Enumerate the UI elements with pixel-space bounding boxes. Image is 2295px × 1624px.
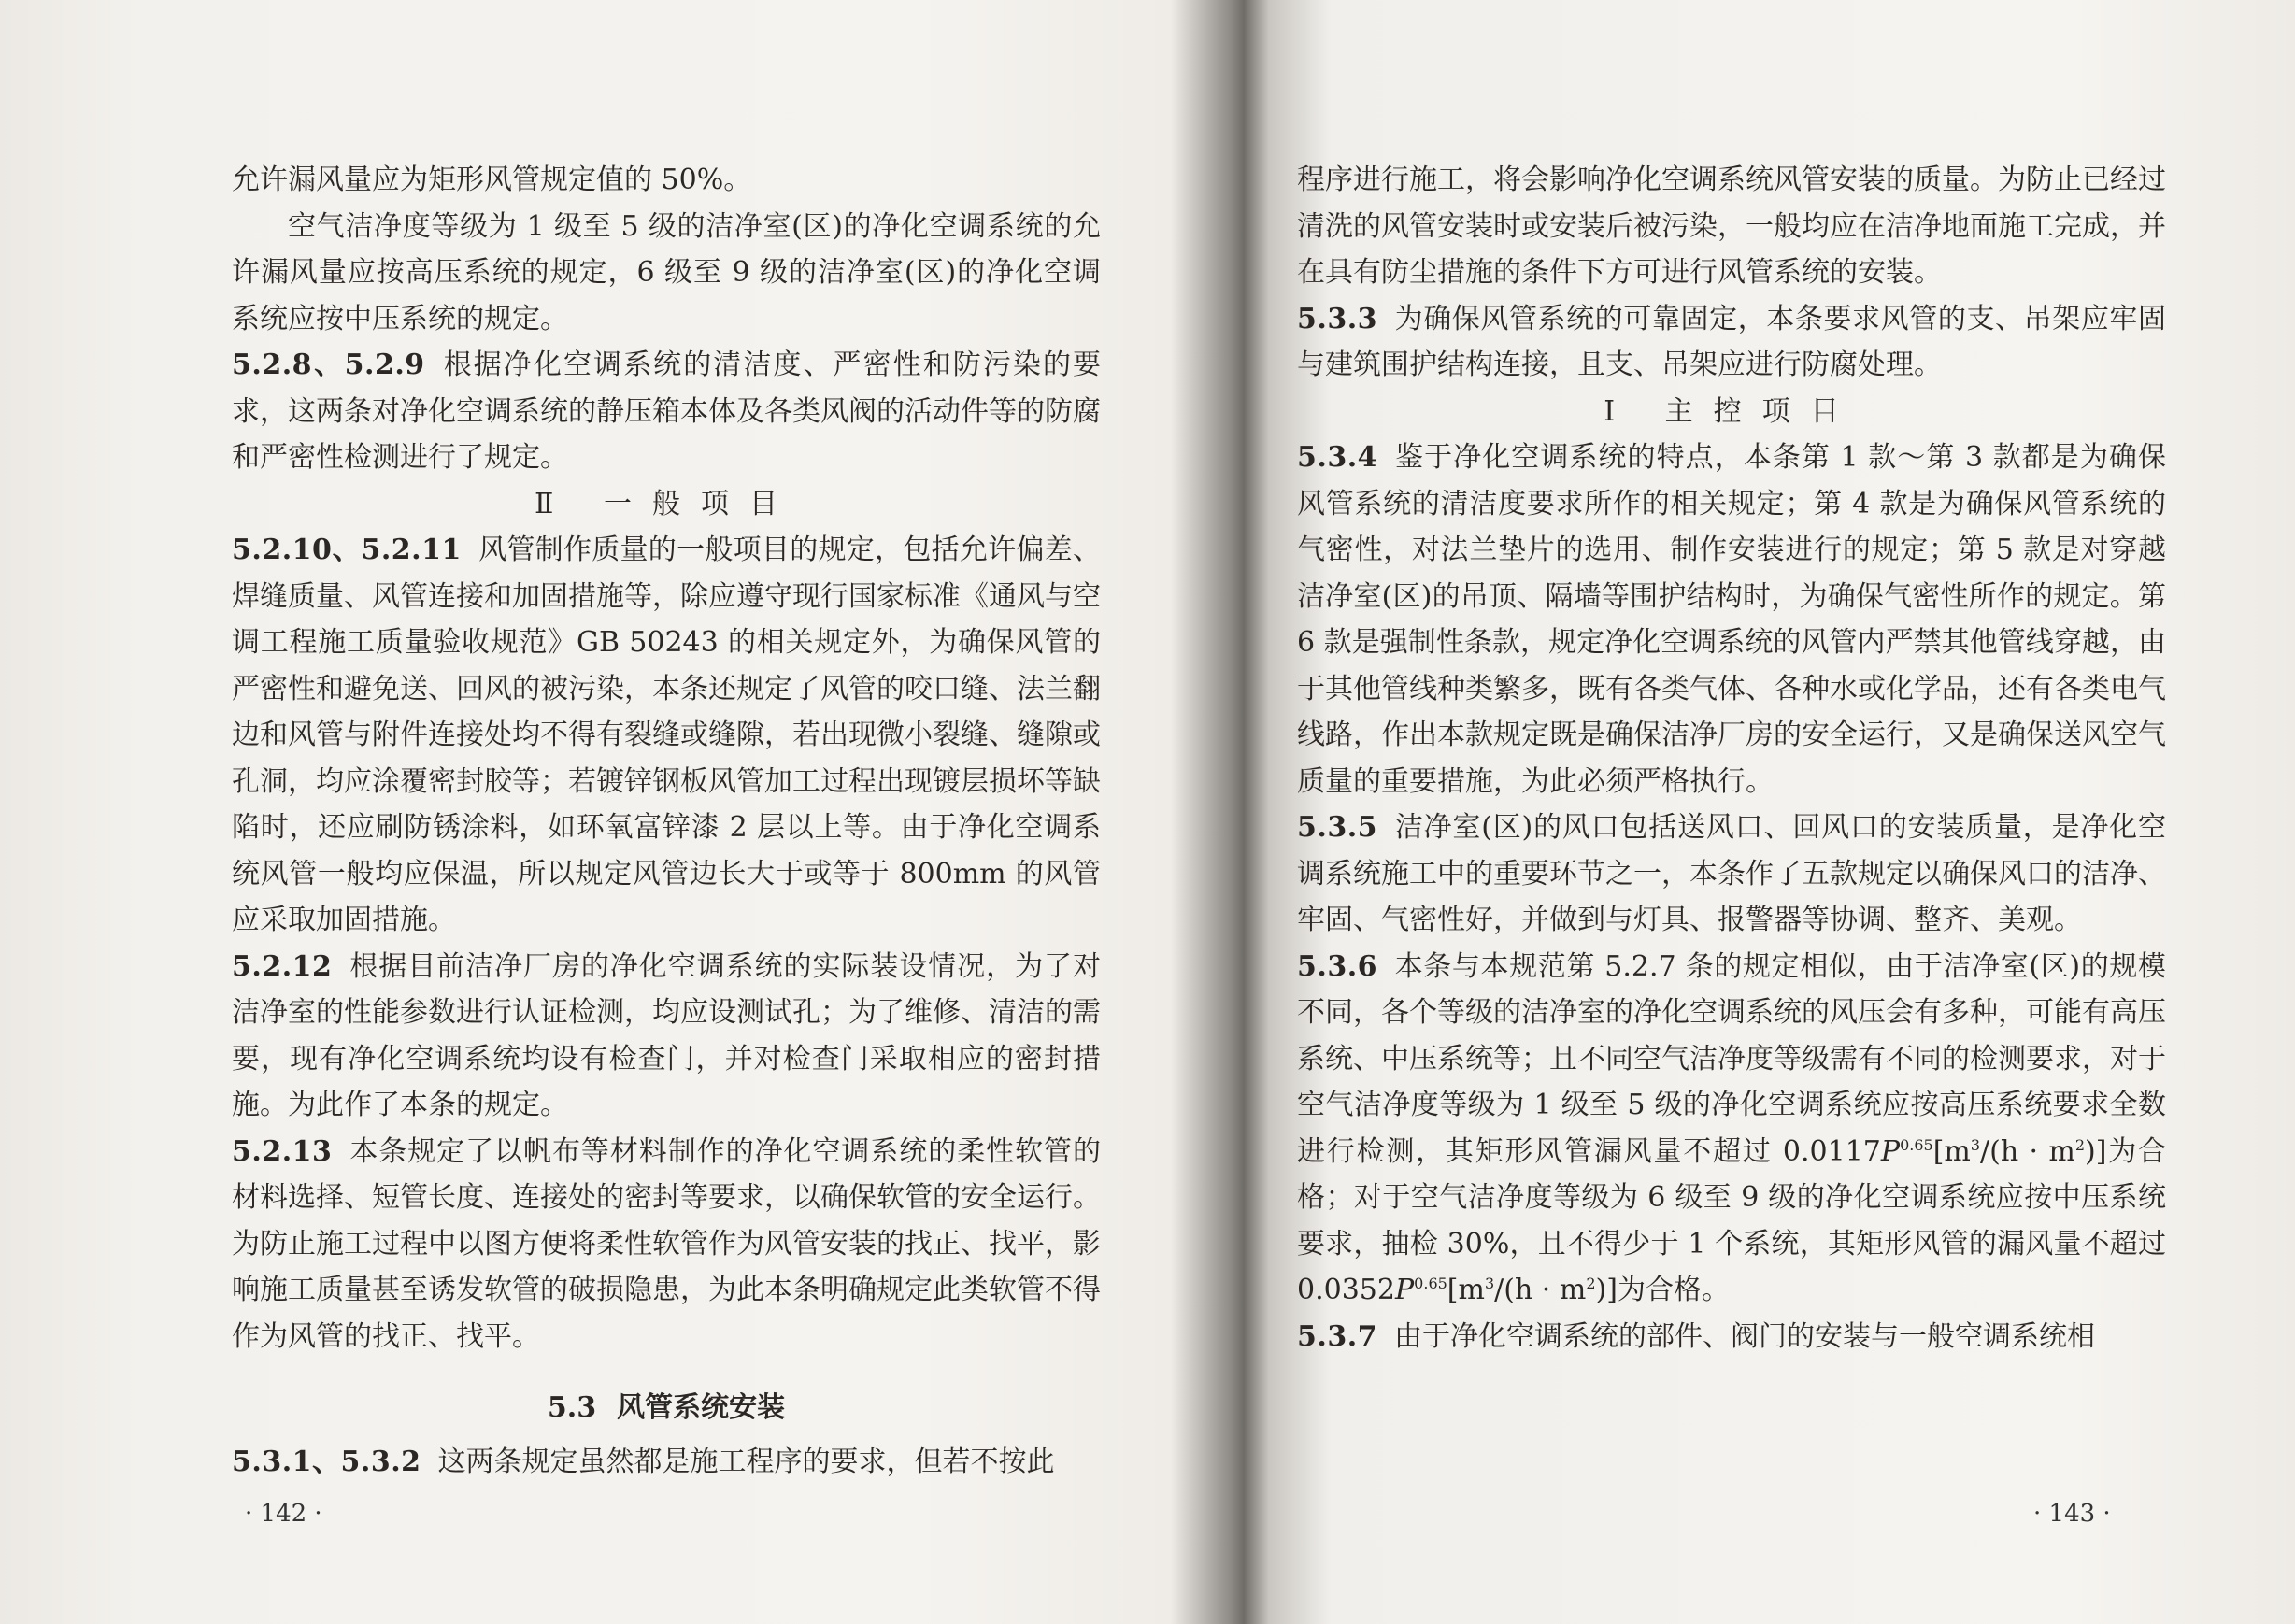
- paragraph: 允许漏风量应为矩形风管规定值的 50%。: [232, 164, 752, 196]
- clause-number: 5.2.10、5.2.11: [232, 534, 462, 566]
- clause-number: 5.3.5: [1297, 811, 1378, 844]
- exponent: 0.65: [1414, 1275, 1447, 1292]
- clause-text: 鉴于净化空调系统的特点，本条第 1 款～第 3 款都是为确保风管系统的清洁度要求所作的相关规定；第 4 款是为确保风管系统的气密性，对法兰垫片的选用、制作安装进行的规定；第 5 款是对穿越洁净室(区)的吊顶、隔墙等围护结构时，为确保气密性所作的规定。第 6 款是强制性条款，规定净化空调系统的风管内严禁其他管线穿越，由于其他管线种类繁多，既有各类气体、各种水或化学品，还有各类电气线路，作出本款规定既是确保洁净厂房的安全运行，又是确保送风空气质量的重要措施，为此必须严格执行。: [1297, 441, 2166, 798]
- exponent: 2: [2074, 1135, 2085, 1154]
- clause-paragraph: [1297, 296, 2166, 389]
- pressure-symbol: P: [1880, 1134, 1901, 1168]
- clause-paragraph: [1297, 805, 2166, 944]
- clause-text: 这两条规定虽然都是施工程序的要求，但若不按此: [437, 1445, 1055, 1478]
- exponent: 3: [1484, 1275, 1495, 1292]
- paragraph: 空气洁净度等级为 1 级至 5 级的洁净室(区)的净化空调系统的允许漏风量应按高压系统的规定，6 级至 9 级的洁净室(区)的净化空调系统应按中压系统的规定。: [232, 209, 1101, 335]
- clause-text: 洁净室(区)的风口包括送风口、回风口的安装质量，是净化空调系统施工中的重要环节之一，本条作了五款规定以确保风口的洁净、牢固、气密性好，并做到与灯具、报警器等协调、整齐、美观。: [1297, 811, 2166, 936]
- clause-text: 由于净化空调系统的部件、阀门的安装与一般空调系统相: [1394, 1319, 2096, 1353]
- clause-text: 本条与本规范第 5.2.7 条的规定相似，由于洁净室(区)的规模不同，各个等级的洁净室的净化空调系统的风压会有多种，可能有高压系统、中压系统等；且不同空气洁净度等级需有不同的检测要求，对于空气洁净度等级为 1 级至 5 级的净化空调系统应按高压系统要求全数进行检测，其矩形风管漏风量不超过 0.0117: [1297, 949, 2166, 1168]
- clause-paragraph: [1297, 434, 2166, 805]
- clause-text: 为确保风管系统的可靠固定，本条要求风管的支、吊架应牢固与建筑围护结构连接，且支、吊架应进行防腐处理。: [1297, 302, 2166, 381]
- clause-number: 5.3.3: [1297, 302, 1378, 335]
- clause-number: 5.2.8、5.2.9: [232, 349, 425, 381]
- clause-text: )]为合格；对于空气洁净度等级为 6 级至 9 级的净化空调系统应按中压系统要求，抽检 30%，且不得少于 1 个系统，其矩形风管的漏风量不超过 0.0352: [1297, 1134, 2166, 1306]
- clause-paragraph: [232, 527, 1101, 944]
- exponent: 3: [1970, 1135, 1981, 1154]
- right-page: [1297, 157, 2166, 1360]
- exponent: 2: [1586, 1275, 1596, 1292]
- pressure-symbol: P: [1394, 1274, 1415, 1306]
- clause-paragraph: [232, 1439, 1101, 1486]
- clause-paragraph: [232, 342, 1101, 481]
- clause-paragraph: [1297, 1314, 2166, 1360]
- subsection-heading: Ⅱ 一般项目: [535, 487, 798, 520]
- clause-text: 风管制作质量的一般项目的规定，包括允许偏差、焊缝质量、风管连接和加固措施等，除应遵守现行国家标准《通风与空调工程施工质量验收规范》GB 50243 的相关规定外，为确保风管的严密性和避免送、回风的被污染，本条还规定了风管的咬口缝、法兰翻边和风管与附件连接处均不得有裂缝或缝隙，若出现微小裂缝、缝隙或孔洞，均应涂覆密封胶等；若镀锌钢板风管加工过程出现镀层损坏等缺陷时，还应刷防锈涂料，如环氧富锌漆 2 层以上等。由于净化空调系统风管一般均应保温，所以规定风管边长大于或等于 800mm 的风管应采取加固措施。: [232, 534, 1102, 936]
- clause-number: 5.2.12: [232, 949, 333, 983]
- clause-paragraph: [232, 944, 1101, 1129]
- section-title: 风管系统安装: [617, 1391, 786, 1424]
- page-number: · 142 ·: [245, 1500, 322, 1528]
- clause-number: 5.3.6: [1297, 949, 1378, 983]
- subsection-heading: Ⅰ 主控项目: [1604, 394, 1860, 428]
- clause-text: /(h · m: [1494, 1274, 1587, 1306]
- clause-paragraph: [1297, 944, 2166, 1314]
- exponent: 0.65: [1900, 1135, 1933, 1154]
- clause-number: 5.3.4: [1297, 441, 1378, 474]
- clause-number: 5.3.7: [1297, 1319, 1378, 1353]
- clause-number: 5.2.13: [232, 1134, 333, 1168]
- paragraph: 程序进行施工，将会影响净化空调系统风管安装的质量。为防止已经过清洗的风管安装时或安装后被污染，一般均应在洁净地面施工完成，并在具有防尘措施的条件下方可进行风管系统的安装。: [1297, 164, 2166, 289]
- clause-text: [m: [1447, 1274, 1485, 1306]
- clause-number: 5.3.1、5.3.2: [232, 1445, 421, 1478]
- page-number: · 143 ·: [2033, 1500, 2111, 1528]
- clause-text: [m: [1932, 1134, 1971, 1168]
- clause-text: 本条规定了以帆布等材料制作的净化空调系统的柔性软管的材料选择、短管长度、连接处的密封等要求，以确保软管的安全运行。为防止施工过程中以图方便将柔性软管作为风管安装的找正、找平，影响施工质量甚至诱发软管的破损隐患，为此本条明确规定此类软管不得作为风管的找正、找平。: [232, 1134, 1101, 1353]
- section-heading: [232, 1385, 1101, 1432]
- clause-text: )]为合格。: [1595, 1274, 1730, 1306]
- clause-paragraph: [232, 1129, 1101, 1360]
- clause-text: /(h · m: [1980, 1134, 2075, 1168]
- section-number: 5.3: [547, 1391, 597, 1424]
- clause-text: 根据目前洁净厂房的净化空调系统的实际装设情况，为了对洁净室的性能参数进行认证检测，均应设测试孔；为了维修、清洁的需要，现有净化空调系统均设有检查门，并对检查门采取相应的密封措施。为此作了本条的规定。: [232, 949, 1101, 1121]
- clause-text: 根据净化空调系统的清洁度、严密性和防污染的要求，这两条对净化空调系统的静压箱本体及各类风阀的活动件等的防腐和严密性检测进行了规定。: [232, 349, 1102, 474]
- left-page: [232, 157, 1101, 1485]
